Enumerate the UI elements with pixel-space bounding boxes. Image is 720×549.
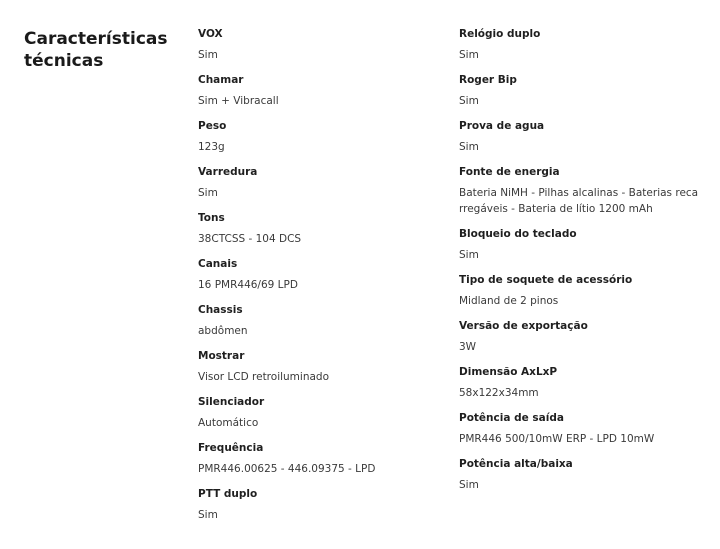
spec-label: Potência de saída — [459, 412, 564, 424]
spec-label: Prova de agua — [459, 120, 545, 132]
specs-column-left — [198, 27, 438, 533]
spec-label: Frequência — [198, 442, 264, 454]
spec-label: Chassis — [198, 304, 243, 316]
spec-value: Sim — [459, 49, 479, 61]
spec-item-silenciador — [198, 395, 438, 431]
spec-item-chamar — [198, 73, 438, 109]
spec-label: Mostrar — [198, 350, 245, 362]
spec-value: Sim — [198, 187, 218, 199]
spec-value: PMR446 500/10mW ERP - LPD 10mW — [459, 433, 655, 445]
spec-value: Automático — [198, 417, 259, 429]
specs-column-right — [459, 27, 699, 503]
spec-item-tipo-de-soquete — [459, 273, 699, 309]
spec-label: Varredura — [198, 166, 258, 178]
spec-label: VOX — [198, 28, 223, 40]
spec-label: Tipo de soquete de acessório — [459, 274, 633, 286]
spec-label: Tons — [198, 212, 225, 224]
spec-item-vox — [198, 27, 438, 63]
spec-value: Sim — [198, 509, 218, 521]
spec-label: Bloqueio do teclado — [459, 228, 577, 240]
spec-value: abdômen — [198, 325, 248, 337]
spec-item-versao-de-exportacao — [459, 319, 699, 355]
spec-label: Silenciador — [198, 396, 265, 408]
spec-item-tons — [198, 211, 438, 247]
spec-value: 38CTCSS - 104 DCS — [198, 233, 302, 245]
spec-label: PTT duplo — [198, 488, 258, 500]
spec-value: Sim — [459, 141, 479, 153]
spec-item-bloqueio-do-teclado — [459, 227, 699, 263]
spec-value: 123g — [198, 141, 225, 153]
spec-item-frequencia — [198, 441, 438, 477]
spec-item-canais — [198, 257, 438, 293]
spec-item-chassis — [198, 303, 438, 339]
spec-label: Fonte de energia — [459, 166, 560, 178]
spec-label: Peso — [198, 120, 227, 132]
spec-item-dimensao — [459, 365, 699, 401]
spec-item-relogio-duplo — [459, 27, 699, 63]
spec-item-potencia-de-saida — [459, 411, 699, 447]
spec-item-potencia-alta-baixa — [459, 457, 699, 493]
spec-label: Potência alta/baixa — [459, 458, 573, 470]
spec-value: PMR446.00625 - 446.09375 - LPD — [198, 463, 376, 475]
spec-item-fonte-de-energia — [459, 165, 699, 217]
spec-label: Dimensão AxLxP — [459, 366, 558, 378]
spec-value: 58x122x34mm — [459, 387, 539, 399]
section-title-line2: técnicas — [24, 51, 104, 71]
spec-item-roger-bip — [459, 73, 699, 109]
section-title — [24, 28, 184, 72]
spec-item-peso — [198, 119, 438, 155]
spec-value: Visor LCD retroiluminado — [198, 371, 330, 383]
spec-value: Sim + Vibracall — [198, 95, 279, 107]
spec-label: Chamar — [198, 74, 244, 86]
spec-value: Midland de 2 pinos — [459, 295, 559, 307]
spec-label: Canais — [198, 258, 238, 270]
spec-value: Sim — [459, 249, 479, 261]
spec-value: Sim — [198, 49, 218, 61]
spec-value: Sim — [459, 95, 479, 107]
section-title-line1: Características — [24, 29, 168, 49]
spec-value: 3W — [459, 341, 477, 353]
spec-label: Versão de exportação — [459, 320, 588, 332]
spec-item-mostrar — [198, 349, 438, 385]
spec-item-ptt-duplo — [198, 487, 438, 523]
spec-value: Sim — [459, 479, 479, 491]
spec-item-varredura — [198, 165, 438, 201]
spec-item-prova-de-agua — [459, 119, 699, 155]
spec-value-line2: rregáveis - Bateria de lítio 1200 mAh — [459, 203, 653, 215]
spec-value: 16 PMR446/69 LPD — [198, 279, 298, 291]
spec-label: Roger Bip — [459, 74, 517, 86]
spec-value-line1: Bateria NiMH - Pilhas alcalinas - Baterias reca — [459, 187, 699, 199]
spec-label: Relógio duplo — [459, 28, 541, 40]
